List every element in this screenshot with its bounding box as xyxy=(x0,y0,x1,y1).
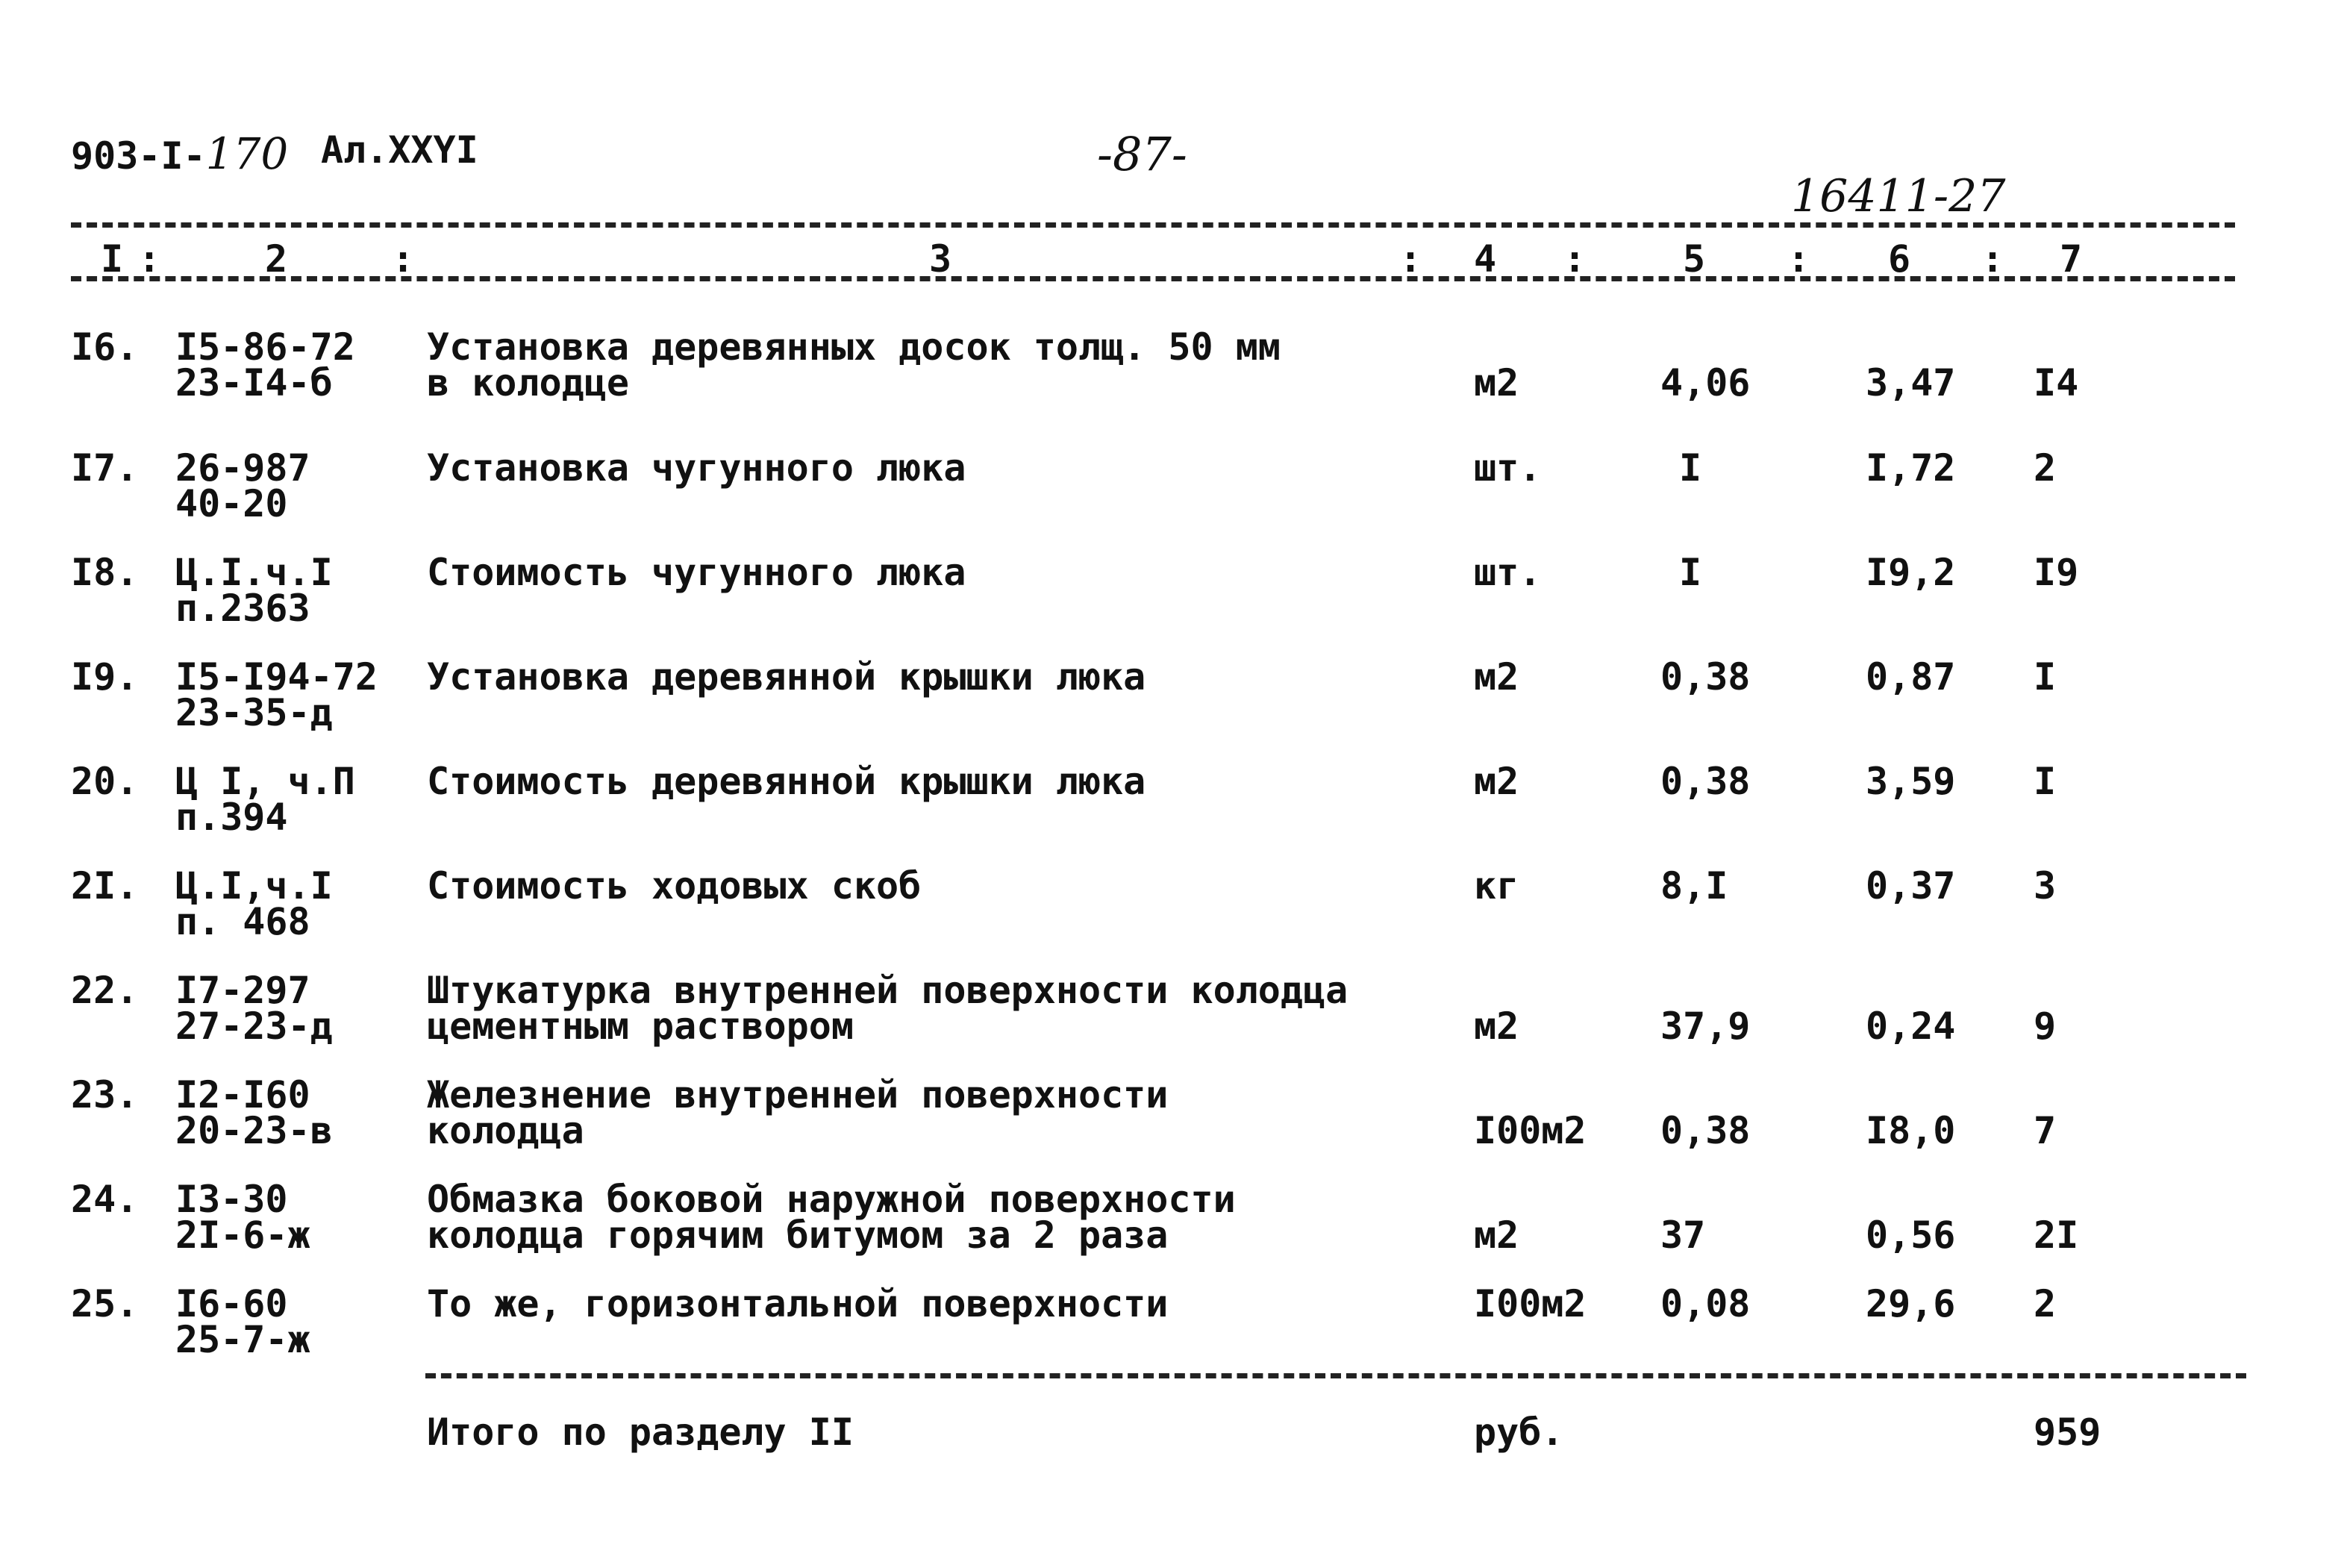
norm-reference: I7-297 xyxy=(175,969,310,1012)
column-header-4: 4 xyxy=(1474,237,1497,281)
column-header-6: 6 xyxy=(1888,237,1911,281)
column-header-5: 5 xyxy=(1683,237,1706,281)
norm-reference: I5-86-72 xyxy=(175,325,355,369)
column-separator: : xyxy=(1563,237,1587,281)
row-number: I9. xyxy=(71,655,139,699)
row-number: 24. xyxy=(71,1178,139,1221)
row-number: 2I. xyxy=(71,864,139,908)
work-description-cont: колодца горячим битумом за 2 раза xyxy=(427,1214,1169,1257)
section-total-unit: руб. xyxy=(1474,1411,1564,1454)
quantity: 0,38 xyxy=(1660,655,1751,699)
column-separator: : xyxy=(1399,237,1422,281)
unit: шт. xyxy=(1474,446,1542,490)
table-row xyxy=(0,760,2344,867)
column-header-1: I xyxy=(101,237,124,281)
row-number: I8. xyxy=(71,551,139,594)
total-rule xyxy=(425,1373,2246,1378)
column-header-7: 7 xyxy=(2060,237,2083,281)
row-total: I4 xyxy=(2034,361,2079,405)
unit: м2 xyxy=(1474,1214,1519,1257)
row-total: 2 xyxy=(2034,446,2057,490)
work-description: То же, горизонтальной поверхности xyxy=(427,1282,1169,1325)
norm-reference-sub: 25-7-ж xyxy=(175,1318,310,1361)
unit: м2 xyxy=(1474,760,1519,803)
norm-reference: I5-I94-72 xyxy=(175,655,378,699)
table-row xyxy=(0,1073,2344,1181)
unit-price: 3,47 xyxy=(1866,361,1956,405)
unit: м2 xyxy=(1474,1005,1519,1048)
row-total: I xyxy=(2034,655,2057,699)
column-separator: : xyxy=(138,237,161,281)
quantity: 4,06 xyxy=(1660,361,1751,405)
document-code xyxy=(71,128,288,179)
row-number: 20. xyxy=(71,760,139,803)
quantity: I xyxy=(1679,551,1702,594)
row-total: 2 xyxy=(2034,1282,2057,1325)
row-total: I9 xyxy=(2034,551,2079,594)
norm-reference: 26-987 xyxy=(175,446,310,490)
column-separator: : xyxy=(1787,237,1810,281)
unit: I00м2 xyxy=(1474,1282,1587,1325)
unit-price: I9,2 xyxy=(1866,551,1956,594)
norm-reference-sub: 27-23-д xyxy=(175,1005,333,1048)
page-number: -87- xyxy=(1097,127,1187,181)
unit: кг xyxy=(1474,864,1519,908)
norm-reference: I2-I60 xyxy=(175,1073,310,1116)
unit: I00м2 xyxy=(1474,1109,1587,1152)
table-row xyxy=(0,1178,2344,1285)
document-code-handwritten: 170 xyxy=(205,128,289,179)
norm-reference-sub: п.2363 xyxy=(175,587,310,630)
column-header-2: 2 xyxy=(265,237,288,281)
unit-price: 3,59 xyxy=(1866,760,1956,803)
quantity: 0,38 xyxy=(1660,1109,1751,1152)
work-description-cont: цементным раствором xyxy=(427,1005,854,1048)
norm-reference: Ц I, ч.П xyxy=(175,760,355,803)
work-description: Штукатурка внутренней поверхности колодца xyxy=(427,969,1348,1012)
unit-price: 0,24 xyxy=(1866,1005,1956,1048)
unit-price: 0,56 xyxy=(1866,1214,1956,1257)
unit-price: 0,37 xyxy=(1866,864,1956,908)
quantity: 8,I xyxy=(1660,864,1728,908)
row-number: 25. xyxy=(71,1282,139,1325)
norm-reference-sub: 23-35-д xyxy=(175,691,333,734)
row-number: 23. xyxy=(71,1073,139,1116)
row-total: 9 xyxy=(2034,1005,2057,1048)
norm-reference: I6-60 xyxy=(175,1282,288,1325)
table-row xyxy=(0,446,2344,554)
quantity: I xyxy=(1679,446,1702,490)
work-description-cont: колодца xyxy=(427,1109,584,1152)
work-description: Установка чугунного люка xyxy=(427,446,966,490)
album-label: Ал.XXYI xyxy=(321,128,478,172)
norm-reference: Ц.I,ч.I xyxy=(175,864,333,908)
unit-price: I,72 xyxy=(1866,446,1956,490)
quantity: 0,38 xyxy=(1660,760,1751,803)
section-total-label: Итого по разделу II xyxy=(427,1411,854,1454)
norm-reference-sub: 23-I4-б xyxy=(175,361,333,405)
table-row xyxy=(0,864,2344,972)
table-row xyxy=(0,655,2344,763)
quantity: 37 xyxy=(1660,1214,1706,1257)
column-separator: : xyxy=(392,237,415,281)
header-top-rule xyxy=(71,222,2235,228)
unit-price: 29,6 xyxy=(1866,1282,1956,1325)
column-separator: : xyxy=(1981,237,2004,281)
table-row xyxy=(0,969,2344,1076)
row-total: 7 xyxy=(2034,1109,2057,1152)
work-description-cont: в колодце xyxy=(427,361,629,405)
norm-reference-sub: 40-20 xyxy=(175,482,288,525)
document-code-prefix: 903-I- xyxy=(71,134,206,178)
quantity: 37,9 xyxy=(1660,1005,1751,1048)
table-row xyxy=(0,325,2344,433)
work-description: Стоимость деревянной крышки люка xyxy=(427,760,1146,803)
norm-reference: Ц.I.ч.I xyxy=(175,551,333,594)
row-total: 3 xyxy=(2034,864,2057,908)
work-description: Железнение внутренней поверхности xyxy=(427,1073,1169,1116)
unit-price: 0,87 xyxy=(1866,655,1956,699)
row-number: 22. xyxy=(71,969,139,1012)
section-total-value: 959 xyxy=(2034,1411,2101,1454)
unit: м2 xyxy=(1474,361,1519,405)
work-description: Стоимость ходовых скоб xyxy=(427,864,922,908)
norm-reference-sub: п. 468 xyxy=(175,900,310,943)
work-description: Установка деревянных досок толщ. 50 мм xyxy=(427,325,1281,369)
work-description: Стоимость чугунного люка xyxy=(427,551,966,594)
row-total: 2I xyxy=(2034,1214,2079,1257)
column-header-3: 3 xyxy=(929,237,952,281)
norm-reference-sub: 2I-6-ж xyxy=(175,1214,310,1257)
quantity: 0,08 xyxy=(1660,1282,1751,1325)
sheet-code: 16411-27 xyxy=(1791,170,2006,222)
unit: шт. xyxy=(1474,551,1542,594)
unit-price: I8,0 xyxy=(1866,1109,1956,1152)
row-number: I6. xyxy=(71,325,139,369)
header-bottom-rule xyxy=(71,276,2235,281)
work-description: Установка деревянной крышки люка xyxy=(427,655,1146,699)
norm-reference: I3-30 xyxy=(175,1178,288,1221)
row-total: I xyxy=(2034,760,2057,803)
unit: м2 xyxy=(1474,655,1519,699)
table-row xyxy=(0,551,2344,658)
work-description: Обмазка боковой наружной поверхности xyxy=(427,1178,1236,1221)
norm-reference-sub: 20-23-в xyxy=(175,1109,333,1152)
norm-reference-sub: п.394 xyxy=(175,796,288,839)
row-number: I7. xyxy=(71,446,139,490)
